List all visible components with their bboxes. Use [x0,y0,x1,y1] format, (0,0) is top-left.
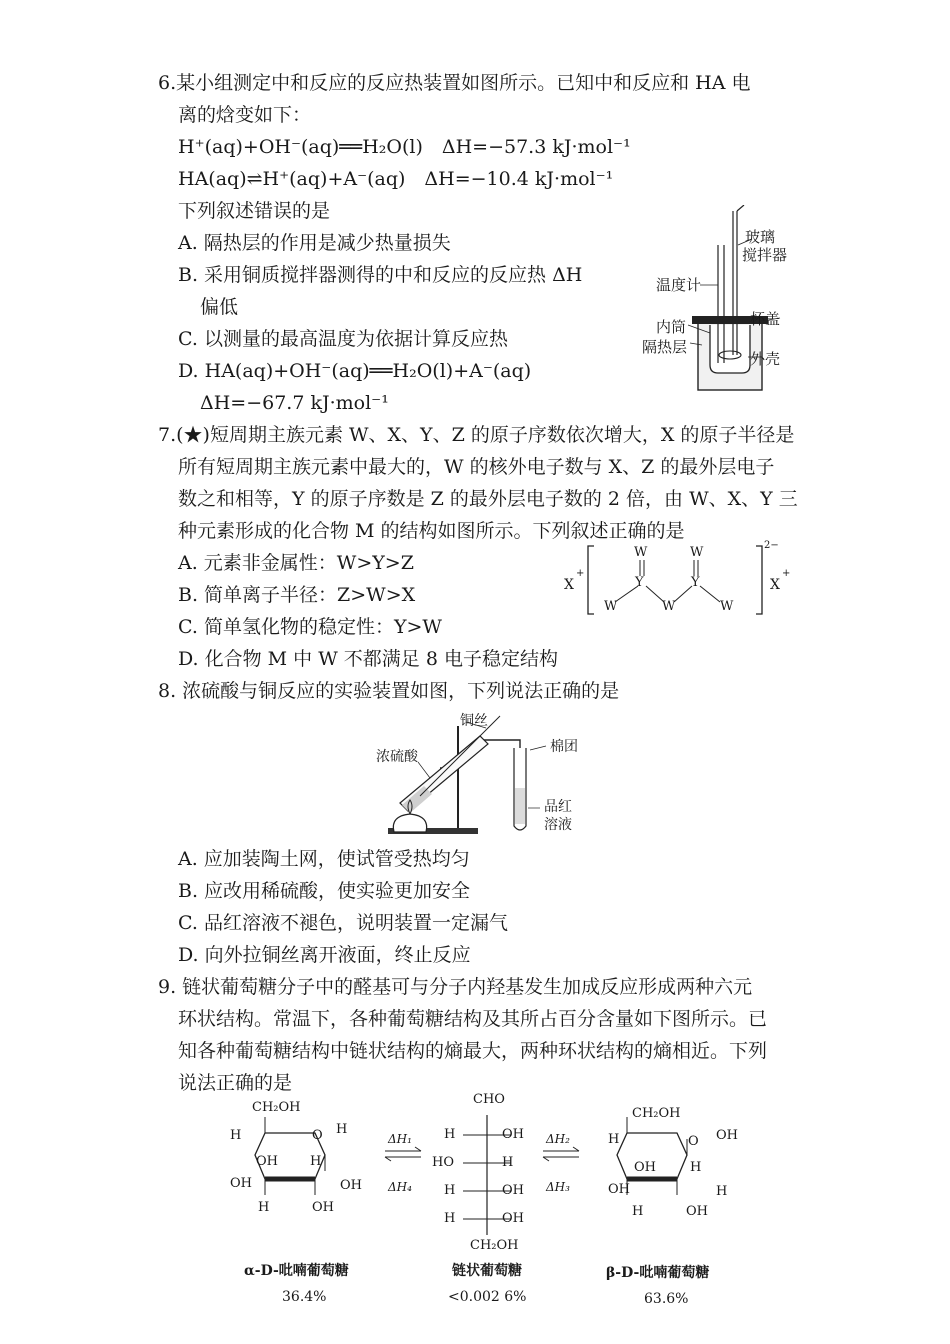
alpha-oh-3: OH [230,1176,252,1191]
q6-stem-line1: 6.某小组测定中和反应的反应热装置如图所示。已知中和反应和 HA 电 [158,72,751,94]
label-magenta-1: 品红 [544,799,572,815]
counter-ion-plus-right: + [782,568,791,579]
anion-charge: 2− [764,540,779,551]
counter-ion-x-right: X [770,577,780,593]
atom-y-2: Y [691,575,700,590]
delta-h3: ΔH₃ [546,1180,570,1194]
q6-equation-1: H⁺(aq)+OH⁻(aq)══H₂O(l) ΔH=−57.3 kJ·mol⁻¹ [178,136,631,158]
chain-ch2oh: CH₂OH [470,1238,519,1253]
chain-glucose-percent: <0.002 6% [448,1289,527,1305]
atom-y-1: Y [635,575,644,590]
alpha-oh-1: OH [340,1178,362,1193]
label-cotton: 棉团 [550,739,578,755]
alpha-h-2: H [336,1122,348,1137]
beta-ch2oh: CH₂OH [632,1106,681,1121]
label-thermometer: 温度计 [656,276,702,294]
alpha-oh-2: OH [312,1200,334,1215]
beta-oh-1: OH [716,1128,738,1143]
chain-ho-c3: HO [432,1155,454,1170]
q6-stem-line2: 离的焓变如下： [178,104,312,126]
label-conc-sulfuric-acid: 浓硫酸 [376,749,418,765]
q9-stem-line1: 9. 链状葡萄糖分子中的醛基可与分子内羟基发生加成反应形成两种六元 [158,976,753,998]
chain-glucose-name: 链状葡萄糖 [452,1263,522,1279]
q7-option-b: B. 简单离子半径：Z>W>X [178,584,416,606]
alpha-ch2oh: CH₂OH [252,1100,301,1115]
label-insulation: 隔热层 [642,338,688,356]
q8-option-d: D. 向外拉铜丝离开液面，终止反应 [178,944,471,966]
chain-oh-c5: OH [502,1211,524,1226]
label-copper-wire: 铜丝 [460,713,488,729]
q7-stem-line3: 数之和相等，Y 的原子序数是 Z 的最外层电子数的 2 倍，由 W、X、Y 三 [178,488,798,510]
q8-stem: 8. 浓硫酸与铜反应的实验装置如图，下列说法正确的是 [158,680,620,702]
q7-option-c: C. 简单氢化物的稳定性：Y>W [178,616,442,638]
label-lid: 杯盖 [750,310,781,328]
q7-option-d: D. 化合物 M 中 W 不都满足 8 电子稳定结构 [178,648,558,670]
beta-oh-2: OH [686,1204,708,1219]
delta-h1: ΔH₁ [388,1132,412,1146]
alpha-ring-o: O [312,1128,323,1143]
beta-h-2: H [716,1184,728,1199]
q7-stem-line4: 种元素形成的化合物 M 的结构如图所示。下列叙述正确的是 [178,520,685,542]
beta-ring-o: O [688,1134,699,1149]
counter-ion-plus-left: + [576,568,585,579]
atom-w-left: W [604,599,618,614]
chain-cho: CHO [473,1092,505,1107]
q6-option-c: C. 以测量的最高温度为依据计算反应热 [178,328,508,350]
beta-glucose-name: β-D-吡喃葡萄糖 [606,1265,710,1281]
beta-oh-4: OH [634,1160,656,1175]
q6-option-d: D. HA(aq)+OH⁻(aq)══H₂O(l)+A⁻(aq) [178,360,532,382]
q8-option-c: C. 品红溶液不褪色，说明装置一定漏气 [178,912,508,934]
alpha-h-4: H [258,1200,270,1215]
q9-stem-line3: 知各种葡萄糖结构中链状结构的熵最大，两种环状结构的熵相近。下列 [178,1040,768,1062]
atom-w-bridge: W [662,599,676,614]
label-magenta-2: 溶液 [544,817,572,833]
label-inner-cup: 内筒 [656,318,687,336]
atom-w-top-2: W [690,545,704,560]
chain-h-c5: H [444,1211,456,1226]
q8-option-b: B. 应改用稀硫酸，使实验更加安全 [178,880,471,902]
q6-option-b-cont: 偏低 [200,296,239,318]
label-shell: 外壳 [750,350,781,368]
atom-w-right: W [720,599,734,614]
counter-ion-x-left: X [564,577,574,593]
q6-question: 下列叙述错误的是 [178,200,331,222]
q9-stem-line2: 环状结构。常温下，各种葡萄糖结构及其所占百分含量如下图所示。已 [178,1008,768,1030]
compound-m-structure [560,540,800,620]
chain-h-c2: H [444,1127,456,1142]
alpha-glucose-percent: 36.4% [282,1289,327,1305]
chain-h-c4: H [444,1183,456,1198]
q7-option-a: A. 元素非金属性：W>Y>Z [178,552,414,574]
chain-oh-c4: OH [502,1183,524,1198]
q8-option-a: A. 应加装陶土网，使试管受热均匀 [178,848,470,870]
alpha-h-3: H [310,1154,322,1169]
alpha-h-1: H [230,1128,242,1143]
delta-h2: ΔH₂ [546,1132,570,1146]
q9-stem-line4: 说法正确的是 [178,1072,293,1094]
q6-option-d-cont: ΔH=−67.7 kJ·mol⁻¹ [200,392,389,414]
chain-h-c3: H [502,1155,514,1170]
q7-stem-line2: 所有短周期主族元素中最大的，W 的核外电子数与 X、Z 的最外层电子 [178,456,775,478]
q6-option-b: B. 采用铜质搅拌器测得的中和反应的反应热 ΔH [178,264,583,286]
beta-glucose-percent: 63.6% [644,1291,689,1307]
q6-equation-2: HA(aq)⇌H⁺(aq)+A⁻(aq) ΔH=−10.4 kJ·mol⁻¹ [178,168,614,190]
label-glass-stirrer-2: 搅拌器 [742,246,788,264]
beta-h-4: H [632,1204,644,1219]
beta-h-1: H [608,1132,620,1147]
alpha-oh-4: OH [256,1154,278,1169]
beta-oh-3: OH [608,1182,630,1197]
q7-stem-line1: 7.(★)短周期主族元素 W、X、Y、Z 的原子序数依次增大，X 的原子半径是 [158,424,795,446]
chain-oh-c2: OH [502,1127,524,1142]
delta-h4: ΔH₄ [388,1180,412,1194]
label-glass-stirrer-1: 玻璃 [745,228,776,246]
beta-h-3: H [690,1160,702,1175]
atom-w-top-1: W [634,545,648,560]
alpha-glucose-name: α-D-吡喃葡萄糖 [244,1263,349,1279]
q6-option-a: A. 隔热层的作用是减少热量损失 [178,232,451,254]
